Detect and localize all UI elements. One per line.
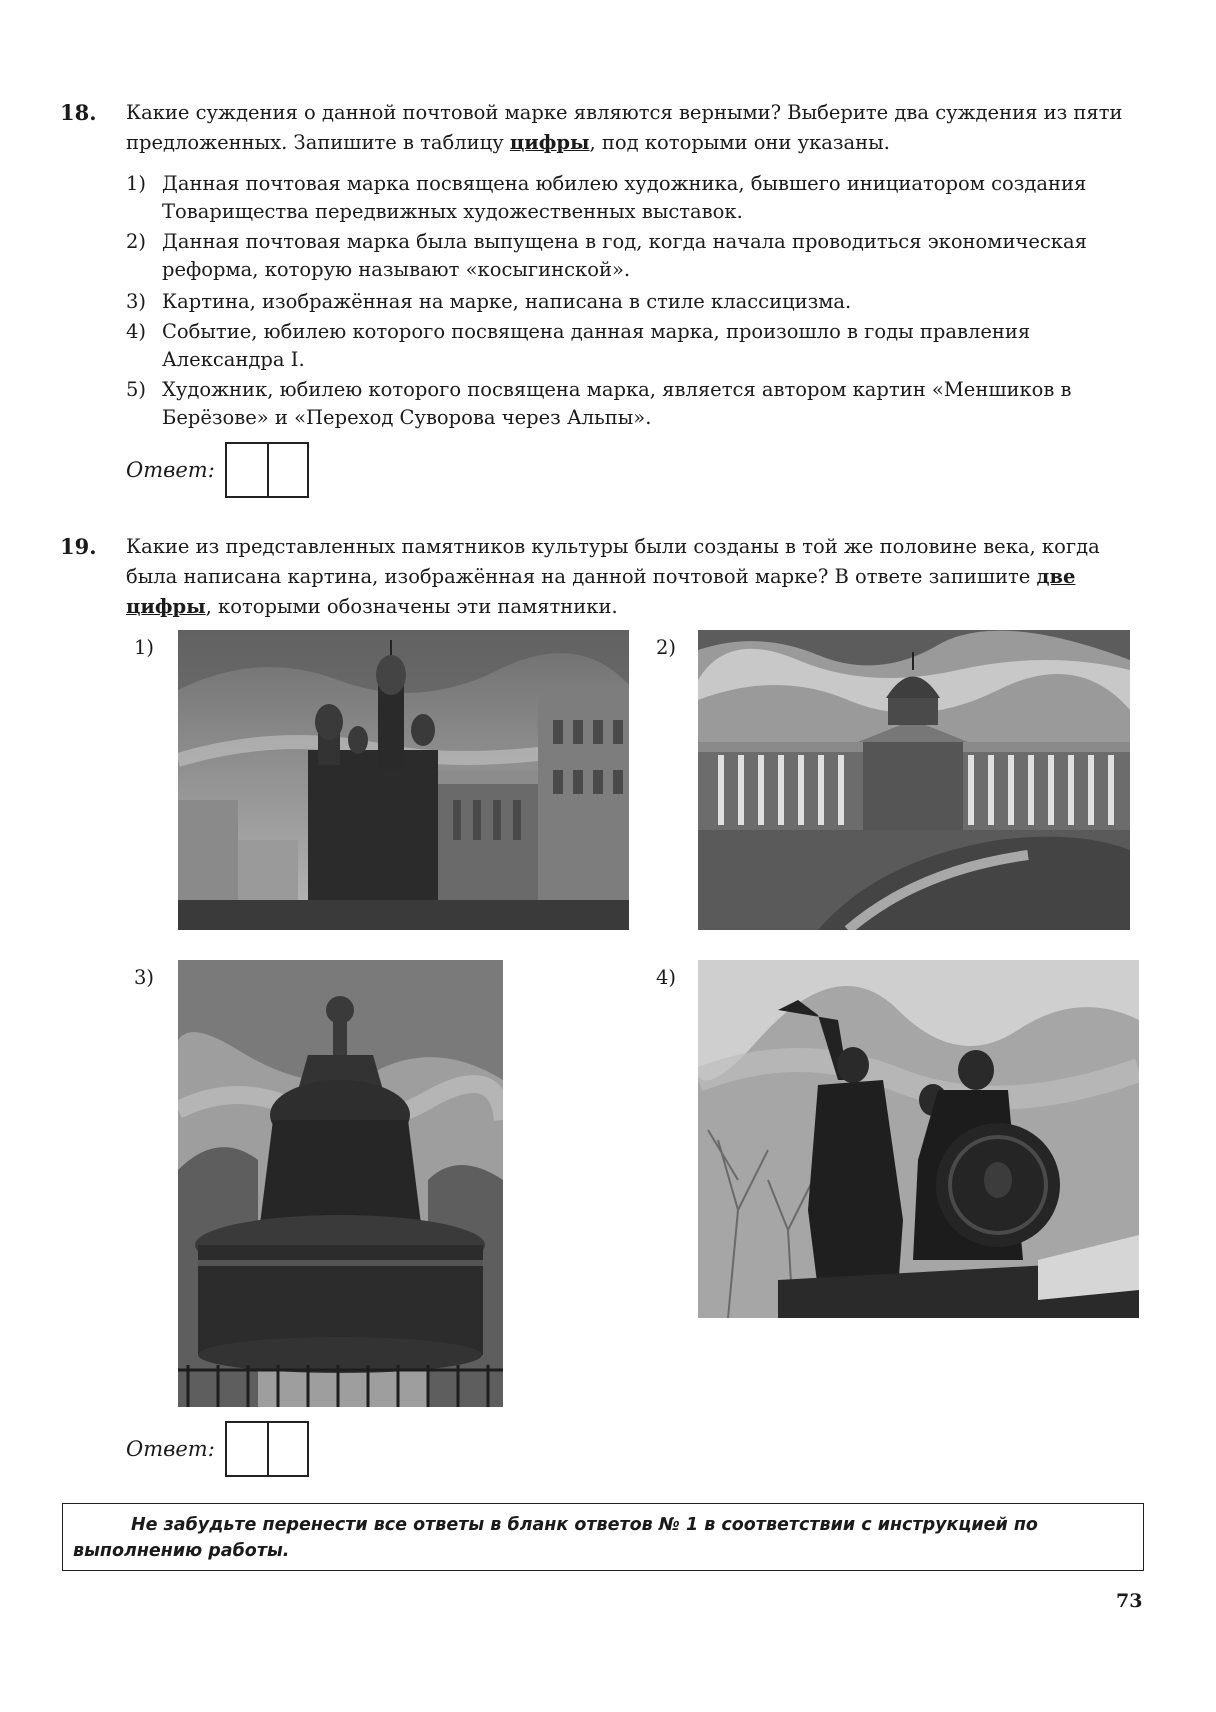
question-18-option-3: 3) Картина, изображённая на марке, написана в стиле классицизма. — [126, 290, 852, 313]
question-19-text: Какие из представленных памятников культуры были созданы в той же половине века, когда была написана картина, изображённая на данной почтовой марке? В ответе запишите две цифры, которыми обозначены эти памятники. — [126, 535, 1100, 618]
question-18-emphasis: цифры — [509, 131, 590, 154]
image-2-label: 2) — [656, 636, 677, 659]
answer-boxes[interactable] — [225, 1421, 309, 1477]
answer-boxes[interactable] — [225, 442, 309, 498]
photo-millennium-monument — [178, 960, 503, 1407]
answer-cell-1[interactable] — [227, 444, 267, 496]
answer-cell-2[interactable] — [267, 1423, 307, 1475]
answer-cell-2[interactable] — [267, 444, 307, 496]
answer-cell-1[interactable] — [227, 1423, 267, 1475]
image-3-label: 3) — [134, 966, 155, 989]
page-number: 73 — [1116, 1590, 1143, 1612]
image-4-label: 4) — [656, 966, 677, 989]
question-19-number: 19. — [60, 534, 97, 559]
image-1-label: 1) — [134, 636, 155, 659]
photo-kazan-cathedral — [698, 630, 1130, 930]
photo-minin-pozharsky-monument — [698, 960, 1139, 1318]
question-19-emphasis: две цифры — [126, 565, 1076, 618]
photo-church-savior-on-blood — [178, 630, 629, 930]
answer-label: Ответ: — [126, 458, 215, 482]
answer-label: Ответ: — [126, 1437, 215, 1461]
question-18-text: Какие суждения о данной почтовой марке являются верными? Выберите два суждения из пяти предложенных. Запишите в таблицу цифры, под которыми они указаны. — [126, 101, 1123, 154]
question-18-answer — [126, 442, 309, 498]
question-18-number: 18. — [60, 100, 97, 125]
question-18-option-1: 1) Данная почтовая марка посвящена юбилею художника, бывшего инициатором создания Товарищества передвижных художественных выставок. — [126, 172, 1087, 223]
question-19-answer — [126, 1421, 309, 1477]
question-18-option-5: 5) Художник, юбилею которого посвящена марка, является автором картин «Меншиков в Берёзове» и «Переход Суворова через Альпы». — [126, 378, 1072, 429]
footer-note: Не забудьте перенести все ответы в бланк ответов № 1 в соответствии с инструкцией по выполнению работы. — [62, 1503, 1144, 1571]
question-18-option-2: 2) Данная почтовая марка была выпущена в год, когда начала проводиться экономическая реформа, которую называют «косыгинской». — [126, 230, 1087, 281]
question-18-option-4: 4) Событие, юбилею которого посвящена данная марка, произошло в годы правления Александра I. — [126, 320, 1031, 371]
